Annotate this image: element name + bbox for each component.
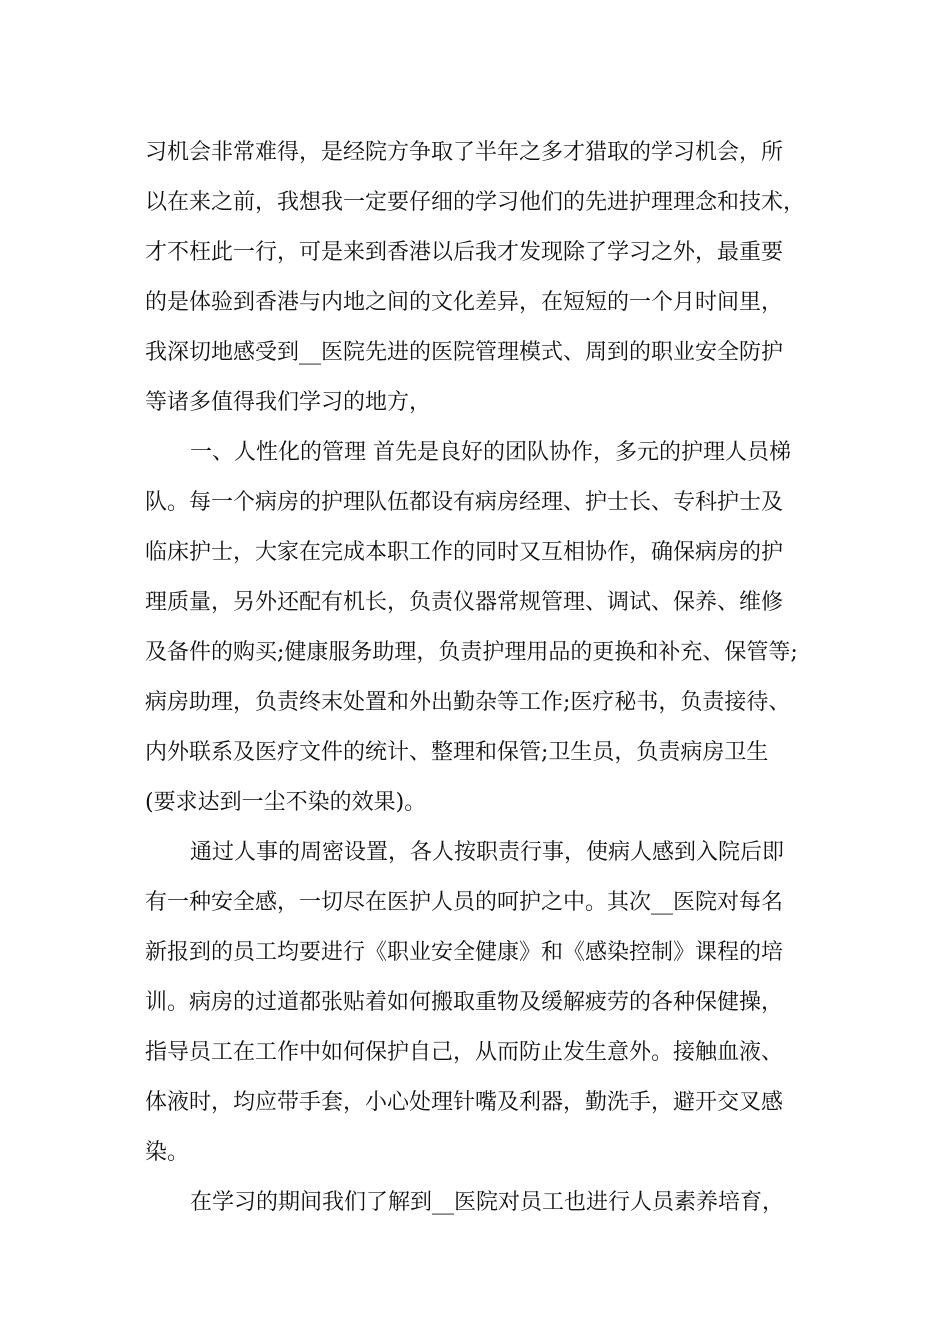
text-line: 及备件的购买;健康服务助理，负责护理用品的更换和补充、保管等; [145, 640, 798, 665]
text-line: 内外联系及医疗文件的统计、整理和保管;卫生员，负责病房卫生 [145, 740, 769, 765]
text-line: 等诸多值得我们学习的地方， [145, 390, 432, 415]
text-line: 病房助理，负责终末处置和外出勤杂等工作;医疗秘书，负责接待、 [145, 690, 791, 715]
text-line: 训。病房的过道都张贴着如何搬取重物及缓解疲劳的各种保健操， [145, 990, 784, 1015]
text-line: 新报到的员工均要进行《职业安全健康》和《感染控制》课程的培 [145, 940, 784, 965]
paragraph-start-line: 通过人事的周密设置，各人按职责行事，使病人感到入院后即 [190, 840, 785, 865]
text-line: 理质量，另外还配有机长，负责仪器常规管理、调试、保养、维修 [145, 590, 784, 615]
text-line: 队。每一个病房的护理队伍都设有病房经理、护士长、专科护士及 [145, 490, 784, 515]
text-line: (要求达到一尘不染的效果)。 [145, 790, 427, 815]
text-line: 我深切地感受到__医院先进的医院管理模式、周到的职业安全防护 [145, 340, 784, 365]
text-line: 习机会非常难得，是经院方争取了半年之多才猎取的学习机会，所 [145, 140, 784, 165]
body-text [145, 128, 825, 1228]
text-line: 指导员工在工作中如何保护自己，从而防止发生意外。接触血液、 [145, 1040, 784, 1065]
text-line: 染。 [145, 1140, 190, 1165]
text-line: 体液时，均应带手套，小心处理针嘴及利器，勤洗手，避开交叉感 [145, 1090, 784, 1115]
text-line: 临床护士，大家在完成本职工作的同时又互相协作，确保病房的护 [145, 540, 784, 565]
text-line: 以在来之前，我想我一定要仔细的学习他们的先进护理理念和技术， [145, 190, 806, 215]
text-line: 才不枉此一行，可是来到香港以后我才发现除了学习之外，最重要 [145, 240, 784, 265]
paragraph-start-line: 在学习的期间我们了解到__医院对员工也进行人员素养培育， [190, 1190, 785, 1215]
text-line: 的是体验到香港与内地之间的文化差异，在短短的一个月时间里， [145, 290, 784, 315]
text-line: 有一种安全感，一切尽在医护人员的呵护之中。其次__医院对每名 [145, 890, 784, 915]
section-heading-line: 一、人性化的管理 首先是良好的团队协作，多元的护理人员梯 [190, 440, 791, 465]
